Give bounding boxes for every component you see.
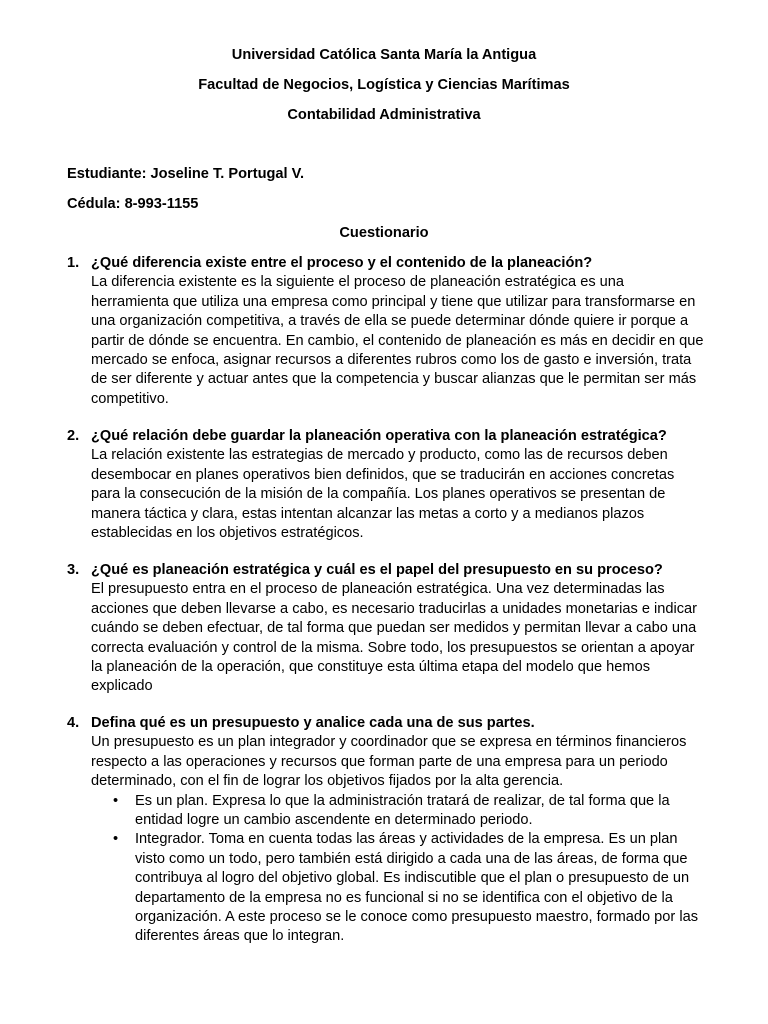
answer-text [91,733,727,791]
answer-text [91,273,727,409]
answer-line: explicado [91,678,153,695]
bullet-line: departamento de la empresa no es funcional si no se identifica con el objetivo de la [135,889,673,906]
question-number: 2. [67,428,80,444]
bullet-line: diferentes áreas que lo integran. [135,928,345,945]
quiz-title: Cuestionario [339,225,429,241]
answer-line: competitivo. [91,390,169,407]
answer-line: la planeación de la operación, que constituye esta última etapa del modelo que hemos [91,659,650,676]
question-text: ¿Qué es planeación estratégica y cuál es el papel del presupuesto en su proceso? [91,562,663,578]
question-item [67,561,727,697]
answer-text [91,580,727,696]
answer-line: cuándo se deben efectuar, de tal forma que puedan ser medidos y permitan llevar a cabo una [91,620,697,637]
answer-line: determinado, con el fin de lograr los objetivos fijados por la alta gerencia. [91,773,564,790]
answer-line: partir de dónde se encuentra. En cambio, el contenido de planeación es más en decidir en que [91,332,704,349]
list-item [91,792,727,831]
question-text: Defina qué es un presupuesto y analice cada una de sus partes. [91,715,535,731]
answer-line: correcta evaluación y control de la misma. Sobre todo, los presupuestos se orientan a apoyar [91,639,695,656]
bullet-line: organización. A este proceso se le conoce como presupuesto maestro, formado por las [135,909,698,926]
bullet-line: contribuya al logro del objetivo global. Es indiscutible que el plan o presupuesto de un [135,870,690,887]
list-item [91,830,727,946]
bullet-list [91,792,727,947]
answer-text [91,446,727,543]
answer-line: manera táctica y clara, estas intentan alcanzar las metas a corto y a medianos plazos [91,505,645,522]
answer-line: respecto a las operaciones y recursos que forman parte de una empresa para un periodo [91,753,668,770]
question-text: ¿Qué diferencia existe entre el proceso y el contenido de la planeación? [91,255,593,271]
answer-line: Un presupuesto es un plan integrador y coordinador que se expresa en términos financieros [91,734,687,751]
question-item [67,427,727,543]
bullet-icon: • [113,831,119,848]
answer-line: desembocar en planes operativos bien definidos, que se traducirán en acciones concretas [91,466,675,483]
question-number: 3. [67,562,80,578]
student-id: Cédula: 8-993-1155 [67,196,199,212]
answer-line: de ser diferente y actuar antes que la competencia y buscar alianzas que le permitan ser más [91,371,697,388]
answer-line: establecidas en los objetivos estratégicos. [91,525,364,542]
answer-line: mercado se enfoca, asignar recursos a diferentes rubros como los de gasto e inversión, trata [91,352,692,369]
bullet-line: Es un plan. Expresa lo que la administración tratará de realizar, de tal forma que la [135,792,670,809]
bullet-icon: • [113,792,119,809]
answer-line: El presupuesto entra en el proceso de planeación estratégica. Una vez determinadas las [91,581,665,598]
answer-line: La diferencia existente es la siguiente el proceso de planeación estratégica es una [91,274,625,291]
faculty-name: Facultad de Negocios, Logística y Ciencias Marítimas [198,77,570,93]
question-number: 1. [67,255,80,271]
question-item [67,714,727,947]
bullet-line: visto como un todo, pero también está dirigido a cada una de las áreas, de forma que [135,850,688,867]
answer-line: para la consecución de la misión de la compañía. Los planes operativos se presentan de [91,486,666,503]
university-name: Universidad Católica Santa María la Antigua [231,47,537,63]
question-number: 4. [67,715,80,731]
student-name: Estudiante: Joseline T. Portugal V. [67,166,305,182]
question-item [67,254,727,409]
student-info [67,165,304,225]
answer-line: herramienta que utiliza una empresa como principal y tiene que utilizar para transformarse en [91,293,696,310]
question-text: ¿Qué relación debe guardar la planeación operativa con la planeación estratégica? [91,428,667,444]
answer-line: una organización competitiva, a través de ella se puede determinar dónde quiere ir porque a [91,313,689,330]
bullet-line: Integrador. Toma en cuenta todas las áreas y actividades de la empresa. Es un plan [135,831,678,848]
document-header [0,46,768,136]
answer-line: La relación existente las estrategias de mercado y producto, como las de recursos deben [91,447,668,464]
course-name: Contabilidad Administrativa [287,107,481,123]
bullet-line: entidad logre un cambio ascendente en determinado periodo. [135,812,533,829]
answer-line: acciones que deben llevarse a cabo, es necesario traducirlas a unidades monetarias e indicar [91,600,698,617]
